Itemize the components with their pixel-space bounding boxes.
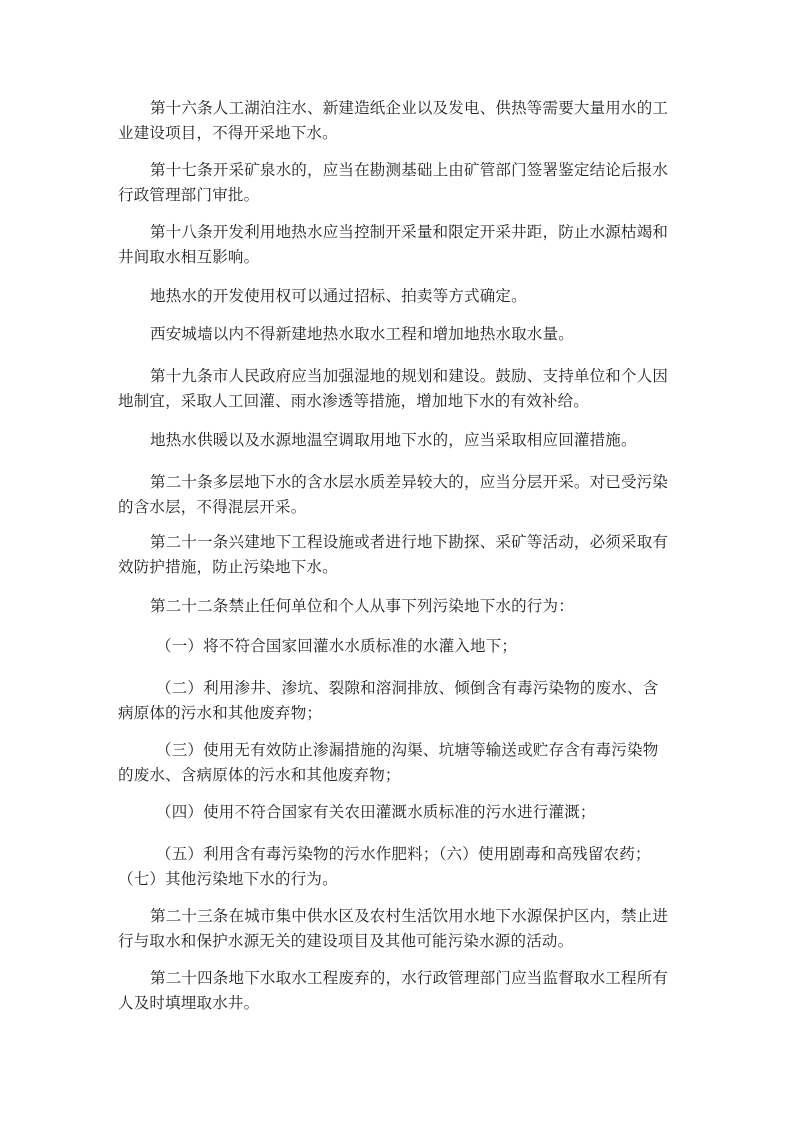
paragraph-article-17: 第十七条开采矿泉水的，应当在勘测基础上由矿管部门签署鉴定结论后报水行政管理部门审批。 xyxy=(118,161,669,204)
paragraph-article-23: 第二十三条在城市集中供水区及农村生活饮用水地下水源保护区内，禁止进行与取水和保护水源无关的建设项目及其他可能污染水源的活动。 xyxy=(118,907,669,950)
paragraph-item-1: （一）将不符合国家回灌水水质标准的水灌入地下； xyxy=(156,637,518,655)
paragraph-items-5-7: （五）利用含有毒污染物的污水作肥料；（六）使用剧毒和高残留农药；（七）其他污染地下水的行为。 xyxy=(118,845,651,888)
paragraph-article-16: 第十六条人工湖泊注水、新建造纸企业以及发电、供热等需要大量用水的工业建设项目，不得开采地下水。 xyxy=(118,99,669,142)
paragraph-article-22: 第二十二条禁止任何单位和个人从事下列污染地下水的行为： xyxy=(150,597,574,615)
paragraph-article-19: 第十九条市人民政府应当加强湿地的规划和建设。鼓励、支持单位和个人因地制宜，采取人工回灌、雨水渗透等措施，增加地下水的有效补给。 xyxy=(118,367,669,410)
paragraph-article-21: 第二十一条兴建地下工程设施或者进行地下勘探、采矿等活动，必须采取有效防护措施，防止污染地下水。 xyxy=(118,533,669,576)
paragraph-article-20: 第二十条多层地下水的含水层水质差异较大的，应当分层开采。对已受污染的含水层，不得混层开采。 xyxy=(118,473,669,516)
paragraph-item-2: （二）利用渗井、渗坑、裂隙和溶洞排放、倾倒含有毒污染物的废水、含病原体的污水和其他废弃物； xyxy=(118,679,659,722)
paragraph-geothermal-rights: 地热水的开发使用权可以通过招标、拍卖等方式确定。 xyxy=(150,287,527,305)
paragraph-city-wall: 西安城墙以内不得新建地热水取水工程和增加地热水取水量。 xyxy=(150,325,574,343)
paragraph-article-24: 第二十四条地下水取水工程废弃的，水行政管理部门应当监督取水工程所有人及时填埋取水井。 xyxy=(118,969,669,1012)
paragraph-item-4: （四）使用不符合国家有关农田灌溉水质标准的污水进行灌溉； xyxy=(156,803,596,821)
paragraph-article-18: 第十八条开发利用地热水应当控制开采量和限定开采井距，防止水源枯竭和井间取水相互影响。 xyxy=(118,223,669,266)
paragraph-item-3: （三）使用无有效防止渗漏措施的沟渠、坑塘等输送或贮存含有毒污染物的废水、含病原体的污水和其他废弃物； xyxy=(118,741,659,784)
paragraph-geothermal-heating: 地热水供暖以及水源地温空调取用地下水的，应当采取相应回灌措施。 xyxy=(150,431,637,449)
